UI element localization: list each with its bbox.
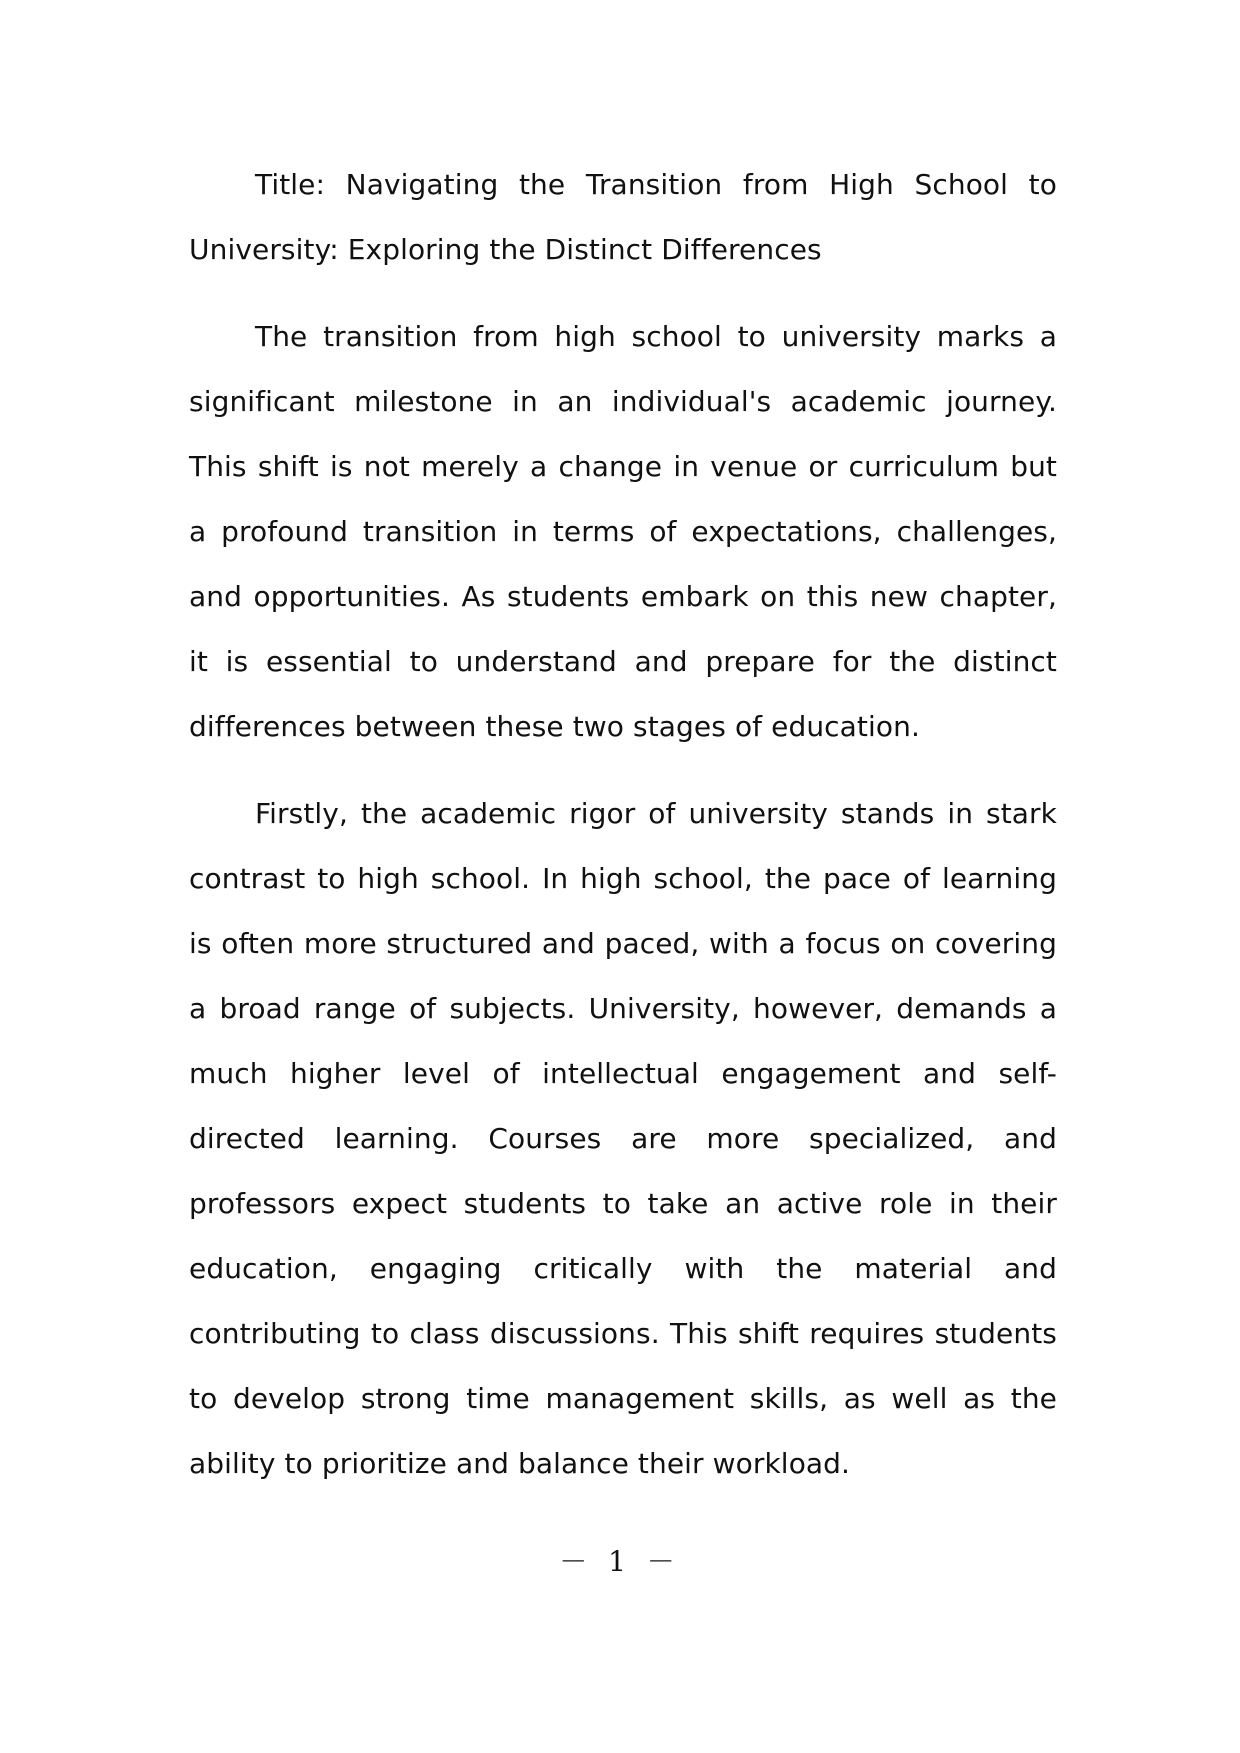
title-paragraph: Title: Navigating the Transition from High School to University: Exploring the Distinct Differences [189,168,1057,266]
page-number: － 1 － [559,1545,681,1578]
document-body [189,152,1057,1518]
body-paragraph-1: The transition from high school to university marks a significant milestone in an individual's academic journey. This shift is not merely a change in venue or curriculum but a profound transition in terms of expectations, challenges, and opportunities. As students embark on this new chapter, it is essential to understand and prepare for the distinct differences between these two stages of education. [189,320,1057,743]
body-paragraph-2: Firstly, the academic rigor of university stands in stark contrast to high school. In high school, the pace of learning is often more structured and paced, with a focus on covering a broad range of subjects. University, however, demands a much higher level of intellectual engagement and self-directed learning. Courses are more specialized, and professors expect students to take an active role in their education, engaging critically with the material and contributing to class discussions. This shift requires students to develop strong time management skills, as well as the ability to prioritize and balance their workload. [189,797,1057,1480]
